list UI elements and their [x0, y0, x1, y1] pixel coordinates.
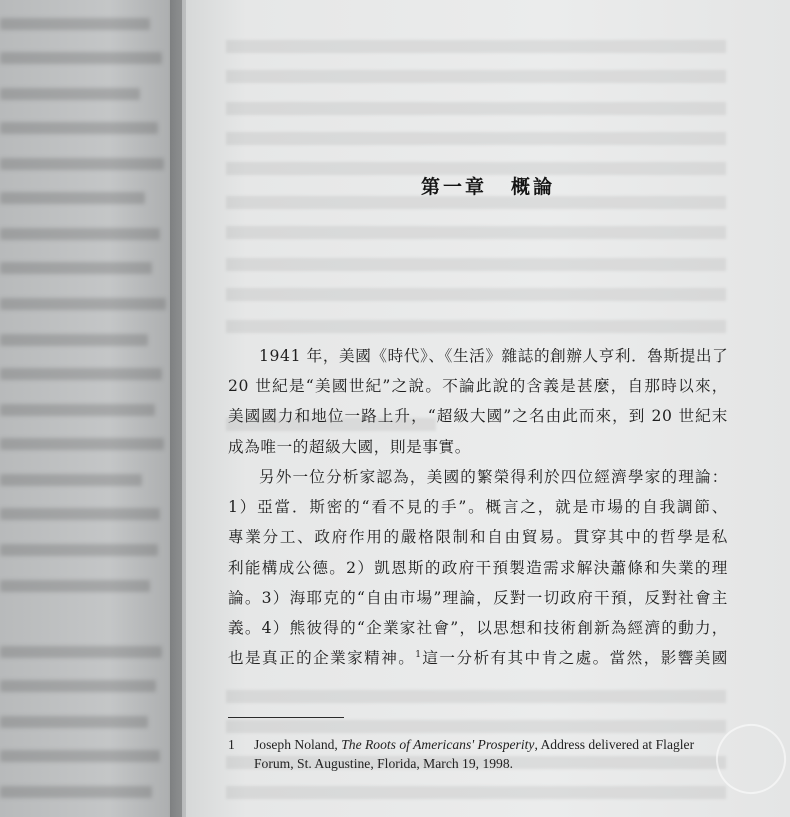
paragraph-line: 利能構成公德。2）凱恩斯的政府干預製造需求解決蕭條和失業的理	[228, 558, 728, 577]
footnote-number: 1	[228, 737, 235, 752]
chapter-number: 第一章	[420, 176, 487, 198]
text-after-footnote-mark: 這一分析有其中肯之處。當然，影響美國	[421, 649, 728, 668]
paragraph-line	[228, 643, 728, 673]
paragraph-line: 論。3）海耶克的“自由市場”理論，反對一切政府干預，反對社會主	[228, 588, 728, 607]
left-facing-page	[0, 0, 182, 817]
paragraph-line: 美國國力和地位一路上升，“超級大國”之名由此而來，到 20 世紀末	[228, 407, 728, 426]
paragraph-line: 20 世紀是“美國世紀”之說。不論此說的含義是甚麼，自那時以來，	[228, 377, 728, 396]
footnote-divider	[228, 717, 344, 718]
footnote-details: , Address delivered at Flagler	[534, 737, 695, 752]
footnote-author: Joseph Noland,	[254, 737, 342, 752]
paragraph-line: 1941 年，美國《時代》、《生活》雜誌的創辦人亨利．魯斯提出了	[259, 347, 729, 365]
paragraph-1	[228, 341, 728, 462]
footnote-work-title: The Roots of Americans' Prosperity	[341, 737, 535, 752]
chapter-heading	[186, 172, 790, 199]
paragraph-line: 義。4）熊彼得的“企業家社會”，以思想和技術創新為經濟的動力，	[228, 619, 728, 638]
footnote-reference[interactable]: 1	[415, 650, 422, 661]
paragraph-line: 成為唯一的超級大國，則是事實。	[228, 437, 471, 456]
footnote	[228, 735, 758, 773]
chapter-title: 概論	[511, 176, 556, 198]
paragraph-2	[228, 462, 728, 673]
footnote-continuation: Forum, St. Augustine, Florida, March 19, 1998.	[254, 756, 514, 771]
book-page	[186, 0, 790, 817]
paragraph-line: 專業分工、政府作用的嚴格限制和自由貿易。貫穿其中的哲學是私	[228, 528, 728, 547]
paragraph-line: 另外一位分析家認為，美國的繁榮得利於四位經濟學家的理論：	[259, 468, 728, 486]
paragraph-line: 1）亞當．斯密的“看不見的手”。概言之，就是市場的自我調節、	[228, 498, 728, 517]
text-before-footnote-mark: 也是真正的企業家精神。	[228, 649, 416, 668]
